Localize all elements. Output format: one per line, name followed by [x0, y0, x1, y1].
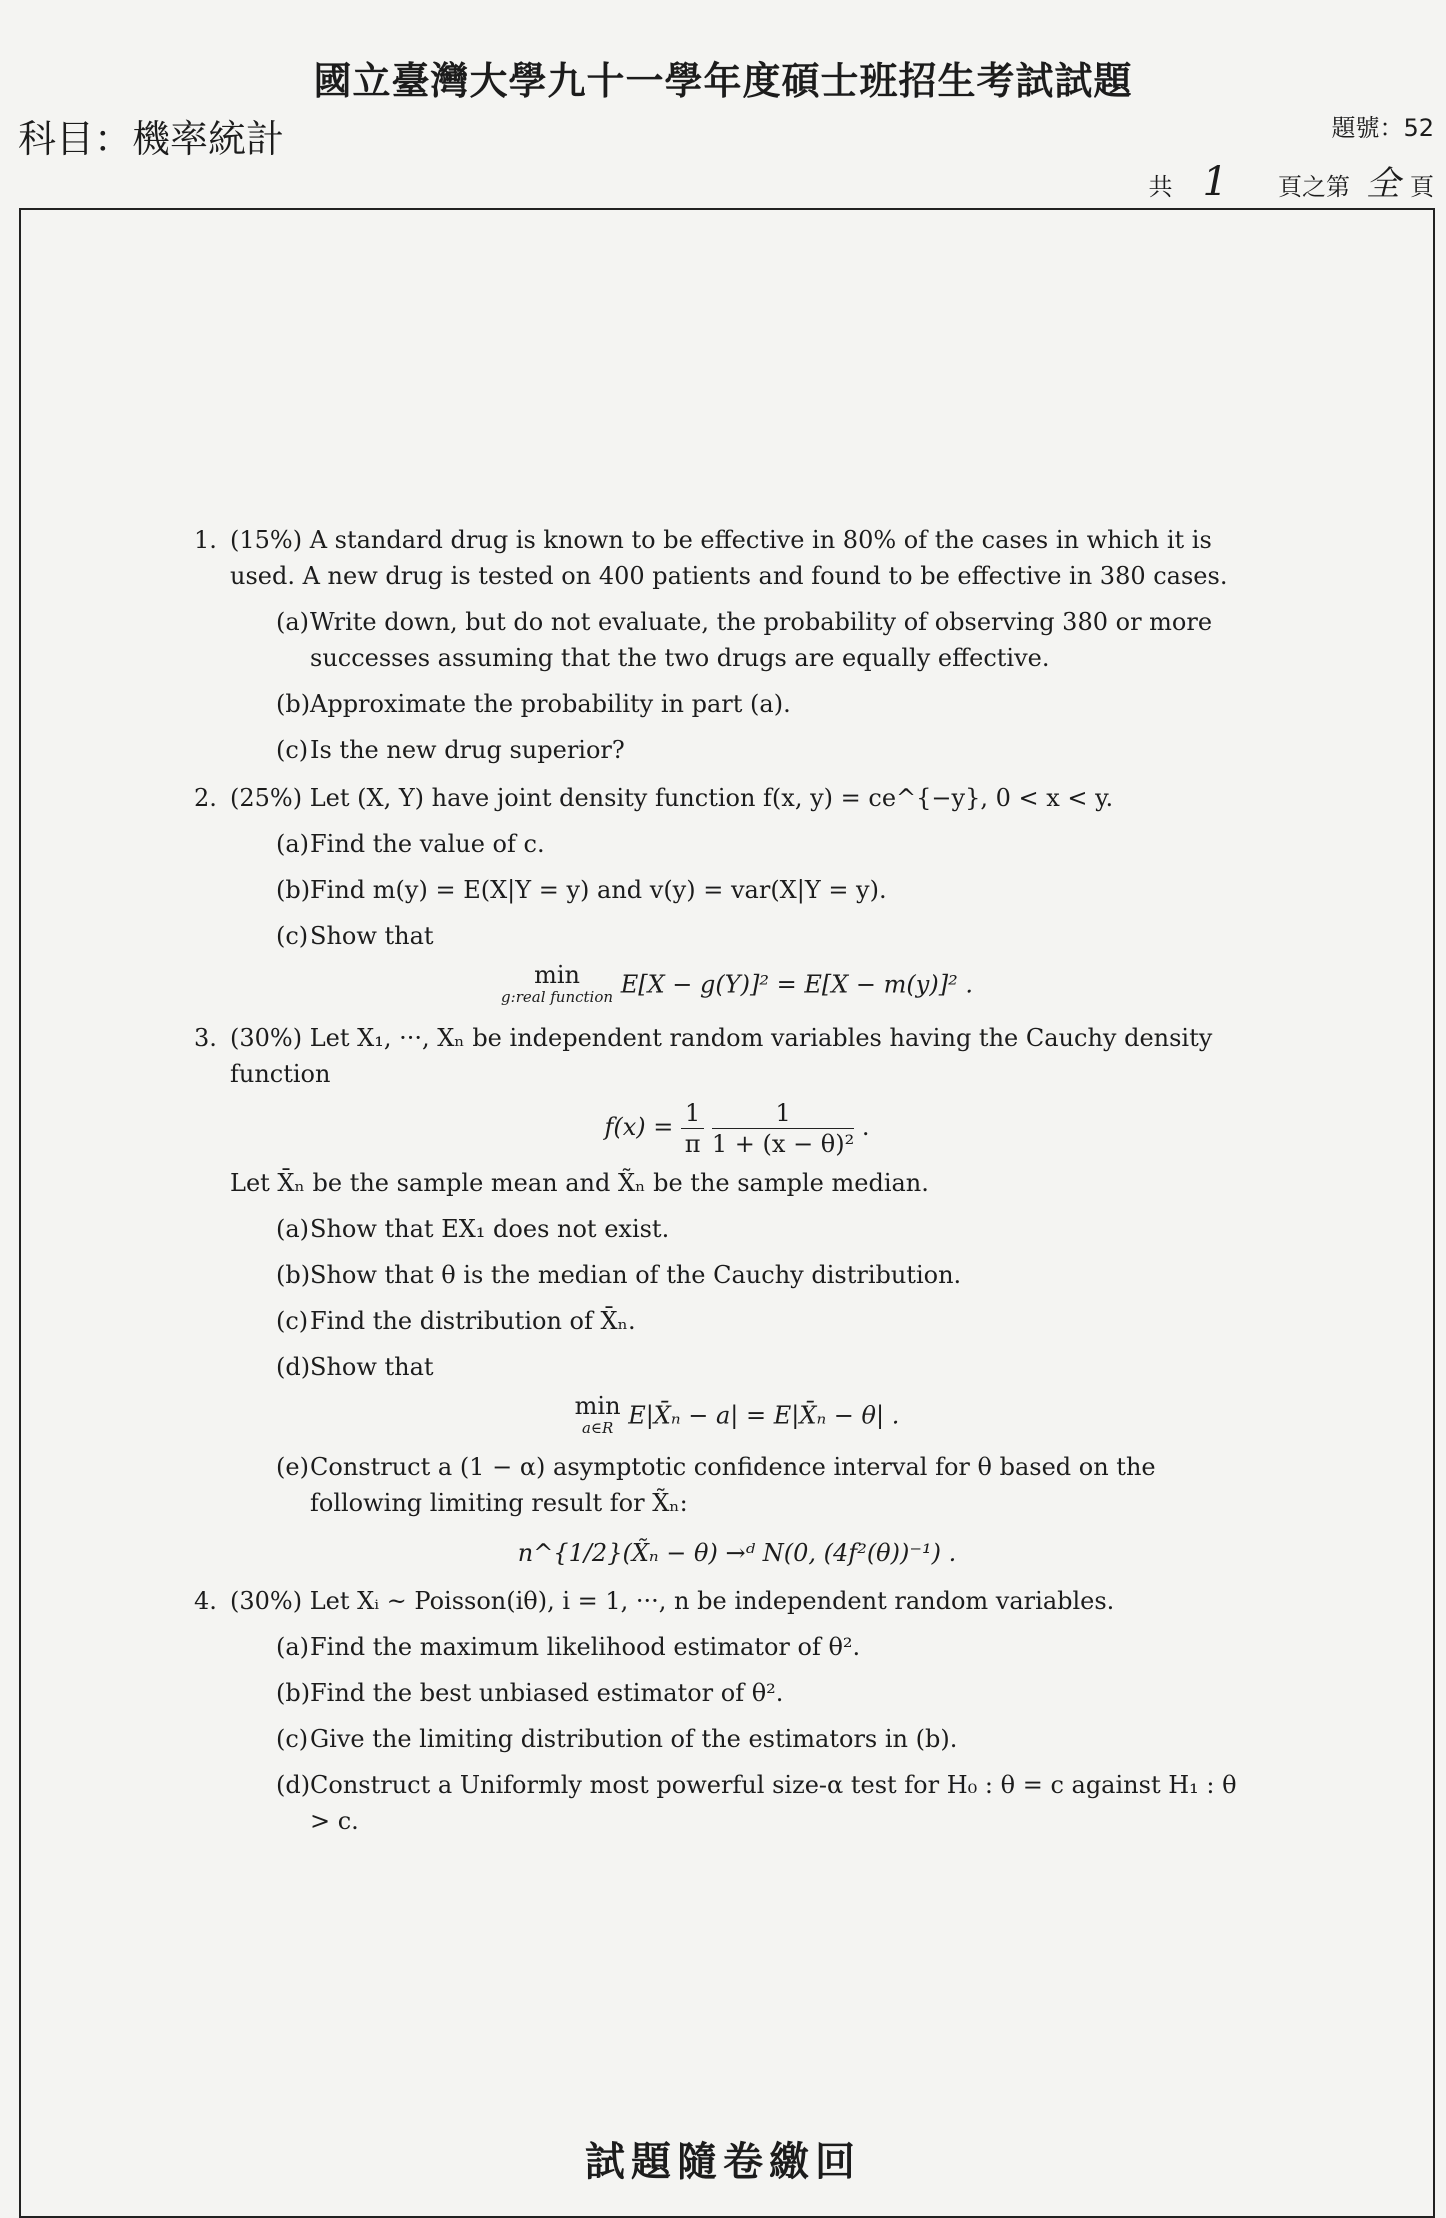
part-label: (e)	[276, 1453, 309, 1481]
part-text: Show that θ is the median of the Cauchy distribution.	[310, 1261, 962, 1289]
min-operator	[501, 961, 614, 1008]
question-2	[194, 780, 1244, 1008]
part-text: Show that EX₁ does not exist.	[310, 1215, 670, 1243]
part-label: (b)	[276, 690, 311, 718]
min-subscript: g:real function	[501, 988, 614, 1006]
exam-title: 國立臺灣大學九十一學年度碩士班招生考試試題	[313, 59, 1133, 103]
question-3-text: (30%) Let X₁, ···, Xₙ be independent random variables having the Cauchy density function	[230, 1024, 1213, 1088]
question-1-text: (15%) A standard drug is known to be effective in 80% of the cases in which it is used. A new drug is tested on 400 patients and found to be effective in 380 cases.	[230, 526, 1228, 590]
pages-total-handwritten: 1	[1202, 159, 1228, 205]
pages-current-handwritten: 全	[1366, 164, 1400, 204]
question-2c	[230, 918, 1244, 954]
question-3b	[230, 1257, 1244, 1293]
part-text: Find the value of c.	[310, 830, 545, 858]
subject-label: 科目：機率統計	[18, 117, 285, 161]
page-count	[1149, 156, 1434, 205]
question-4-number: 4.	[194, 1587, 217, 1615]
question-1c	[230, 732, 1244, 768]
part-text: Find the maximum likelihood estimator of θ².	[310, 1633, 861, 1661]
density-lhs: f(x) =	[604, 1113, 674, 1141]
part-text: Find the best unbiased estimator of θ².	[310, 1679, 784, 1707]
fraction-1-denominator: π	[684, 1130, 701, 1158]
part-label: (d)	[276, 1771, 311, 1799]
part-text: Find m(y) = E(X|Y = y) and v(y) = var(X|Y = y).	[310, 876, 887, 904]
question-2-text: (25%) Let (X, Y) have joint density function f(x, y) = ce^{−y}, 0 < x < y.	[230, 784, 1114, 812]
part-label: (b)	[276, 1679, 311, 1707]
part-text: Is the new drug superior?	[310, 736, 625, 764]
part-text: Write down, but do not evaluate, the probability of observing 380 or more successes assuming that the two drugs are equally effective.	[310, 608, 1213, 672]
equation-2c	[230, 961, 1244, 1008]
min-operator	[574, 1392, 621, 1439]
part-label: (a)	[276, 1215, 310, 1243]
question-4-text: (30%) Let Xᵢ ~ Poisson(iθ), i = 1, ···, n be independent random variables.	[230, 1587, 1115, 1615]
pages-prefix: 共	[1148, 173, 1173, 201]
min-subscript: a∈R	[581, 1419, 614, 1437]
question-3c	[230, 1303, 1244, 1339]
part-label: (c)	[276, 736, 309, 764]
part-label: (b)	[276, 876, 311, 904]
part-label: (c)	[276, 1725, 309, 1753]
question-4c	[230, 1721, 1244, 1757]
question-3e	[230, 1449, 1244, 1521]
part-text: Show that	[310, 922, 434, 950]
part-label: (c)	[276, 922, 309, 950]
part-text: Approximate the probability in part (a).	[310, 690, 791, 718]
question-2a	[230, 826, 1244, 862]
part-label: (a)	[276, 1633, 310, 1661]
part-label: (a)	[276, 608, 310, 636]
equation-body: n^{1/2}(X̃ₙ − θ) →ᵈ N(0, (4f²(θ))⁻¹) .	[517, 1539, 957, 1567]
part-label: (a)	[276, 830, 310, 858]
part-label: (d)	[276, 1353, 311, 1381]
question-4b	[230, 1675, 1244, 1711]
question-3-number: 3.	[194, 1024, 217, 1052]
fraction-1-numerator: 1	[681, 1098, 704, 1129]
question-number: 題號：52	[1331, 114, 1434, 142]
footer-note: 試題隨卷繳回	[585, 2139, 861, 2185]
question-1a	[230, 604, 1244, 676]
fraction-2-denominator: 1 + (x − θ)²	[711, 1130, 855, 1158]
question-3	[194, 1020, 1244, 1571]
question-2-number: 2.	[194, 784, 217, 812]
question-1-number: 1.	[194, 526, 217, 554]
question-4	[194, 1583, 1244, 1839]
part-label: (b)	[276, 1261, 311, 1289]
question-4d	[230, 1767, 1244, 1839]
question-3a	[230, 1211, 1244, 1247]
fraction-1	[681, 1098, 704, 1159]
equation-3d	[230, 1392, 1244, 1439]
part-text: Show that	[310, 1353, 434, 1381]
exam-content	[194, 522, 1244, 1851]
min-word: min	[574, 1392, 621, 1420]
pages-suffix: 頁	[1410, 173, 1434, 201]
pages-middle: 頁之第	[1278, 173, 1350, 201]
question-4a	[230, 1629, 1244, 1665]
min-word: min	[534, 961, 580, 989]
part-text: Give the limiting distribution of the estimators in (b).	[310, 1725, 958, 1753]
equation-body: E[X − g(Y)]² = E[X − m(y)]² .	[620, 970, 973, 999]
question-1b	[230, 686, 1244, 722]
equation-body: E|X̄ₙ − a| = E|X̄ₙ − θ| .	[628, 1401, 900, 1430]
fraction-2-numerator: 1	[712, 1098, 854, 1129]
equation-3e	[230, 1535, 1244, 1571]
fraction-2	[712, 1098, 854, 1159]
density-tail: .	[861, 1113, 870, 1141]
question-1	[194, 522, 1244, 768]
part-text: Find the distribution of X̄ₙ.	[310, 1307, 636, 1335]
part-text: Construct a Uniformly most powerful size-α test for H₀ : θ = c against H₁ : θ > c.	[310, 1771, 1237, 1835]
part-label: (c)	[276, 1307, 309, 1335]
question-3-intro: Let X̄ₙ be the sample mean and X̃ₙ be the sample median.	[230, 1169, 929, 1197]
question-3d	[230, 1349, 1244, 1385]
cauchy-density-equation	[230, 1098, 1244, 1159]
question-2b	[230, 872, 1244, 908]
part-text: Construct a (1 − α) asymptotic confidence interval for θ based on the following limiting result for X̃ₙ:	[310, 1453, 1156, 1517]
